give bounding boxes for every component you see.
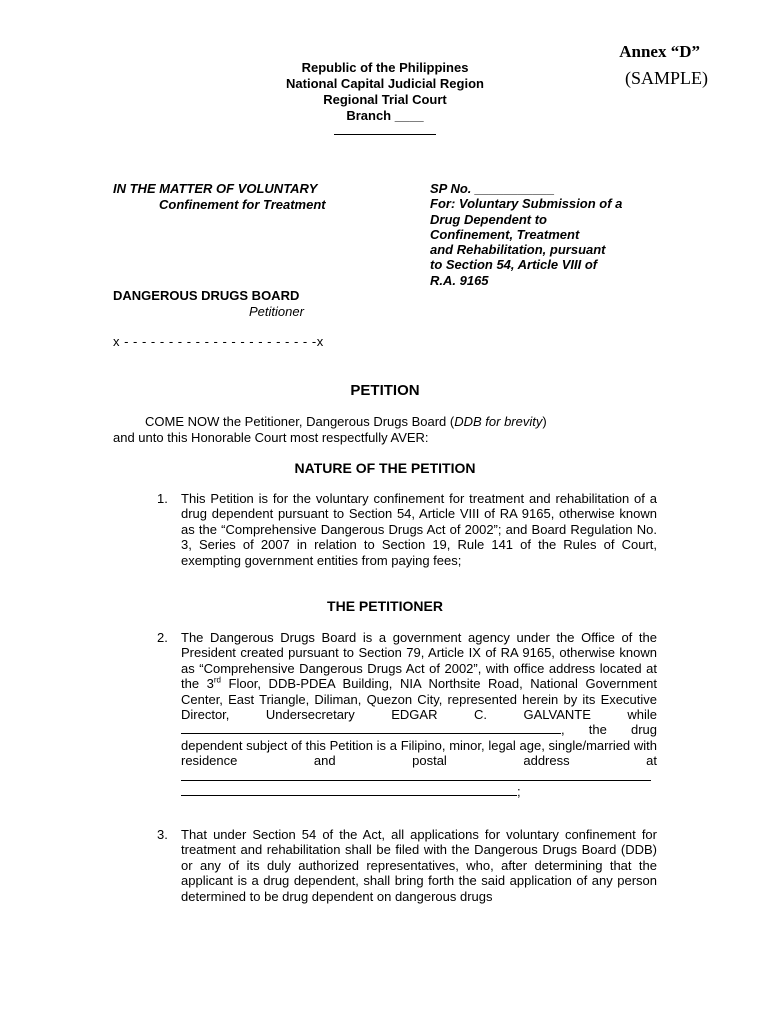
intro-italic: DDB for brevity [454, 414, 543, 429]
paragraph-text-part: ; [517, 784, 521, 800]
caption-sp-no: SP No. ___________ [430, 181, 555, 196]
intro-text: COME NOW the Petitioner, Dangerous Drugs Board ( [145, 414, 455, 429]
caption-matter-line: IN THE MATTER OF VOLUNTARY [113, 181, 318, 196]
petition-heading: PETITION [350, 382, 420, 399]
fill-blank-address[interactable] [181, 769, 651, 781]
paragraph-text: That under Section 54 of the Act, all applications for voluntary confinement for treatment and rehabilitation shall be filed with the Dangerous Drugs Board (DDB) or any of its duly authorized representatives, who, after determining that the applicant is a drug dependent, shall bring forth the said application of any person determined to be drug dependent on dangerous drugs [181, 827, 657, 904]
caption-for-line: Confinement, Treatment [430, 226, 580, 242]
paragraph-3 [157, 827, 657, 904]
fill-blank-address-2[interactable] [181, 784, 517, 796]
intro-paragraph [113, 414, 629, 446]
sample-label: (SAMPLE) [624, 68, 708, 88]
caption-confinement-line: Confinement for Treatment [159, 197, 326, 212]
paragraph-text-part: Floor, DDB-PDEA Building, NIA Northsite Road, National Government Center, East Triangle, Diliman, Quezon City, represented herein by its Executive Director, Undersecretary EDGAR C. GALVANTE while [181, 676, 657, 723]
court-line-rtc: Regional Trial Court [323, 92, 447, 107]
paragraph-text [181, 630, 657, 799]
intro-line-2: and unto this Honorable Court most respectfully AVER: [113, 430, 429, 445]
paragraph-text-part: The Dangerous Drugs Board is a government agency under the Office of the President created pursuant to Section 79, Article IX of RA 9165, otherwise known as “Comprehensive Dangerous Drugs Act of 2002”, with office address located at the 3 [181, 630, 657, 692]
paragraph-number: 1. [157, 491, 168, 506]
paragraph-number: 3. [157, 827, 168, 842]
court-header [235, 60, 535, 135]
caption-separator: x - - - - - - - - - - - - - - - - - - - - - -x [113, 334, 324, 349]
nature-heading: NATURE OF THE PETITION [294, 460, 476, 476]
caption-for-line: to Section 54, Article VIII of [430, 257, 598, 273]
petitioner-heading: THE PETITIONER [327, 598, 443, 614]
intro-line-1 [113, 414, 629, 430]
caption-for-line: R.A. 9165 [430, 272, 489, 288]
caption-for-line: and Rehabilitation, pursuant [430, 242, 606, 258]
petitioner-role: Petitioner [249, 304, 304, 319]
annex-label: Annex “D” [619, 42, 700, 61]
paragraph-1 [157, 491, 657, 568]
header-underline [334, 126, 436, 135]
case-caption-right [430, 181, 670, 288]
intro-text-close: ) [542, 414, 547, 429]
court-line-region: National Capital Judicial Region [286, 76, 484, 91]
petitioner-block [113, 288, 304, 320]
caption-for-line: Drug Dependent to [430, 211, 547, 227]
petitioner-name: DANGEROUS DRUGS BOARD [113, 288, 300, 303]
paragraph-number: 2. [157, 630, 168, 645]
case-caption-left [113, 181, 326, 213]
paragraph-2 [157, 630, 657, 799]
paragraph-text: This Petition is for the voluntary confinement for treatment and rehabilitation of a drug dependent pursuant to Section 54, Article VIII of RA 9165, otherwise known as the “Comprehensive Dangerous Drugs Act of 2002”; and Board Regulation No. 3, Series of 2007 in relation to Section 19, Rule 141 of the Rules of Court, exempting government entities from paying fees; [181, 491, 657, 568]
superscript: rd [213, 675, 221, 685]
fill-blank-name[interactable] [181, 722, 561, 734]
paragraph-text-part: , the drug dependent subject of this Petition is a Filipino, minor, legal age, single/married with residence and postal address at [181, 722, 657, 769]
court-line-republic: Republic of the Philippines [301, 60, 469, 75]
court-line-branch: Branch ____ [346, 108, 424, 123]
caption-for-line: For: Voluntary Submission of a [430, 196, 623, 212]
